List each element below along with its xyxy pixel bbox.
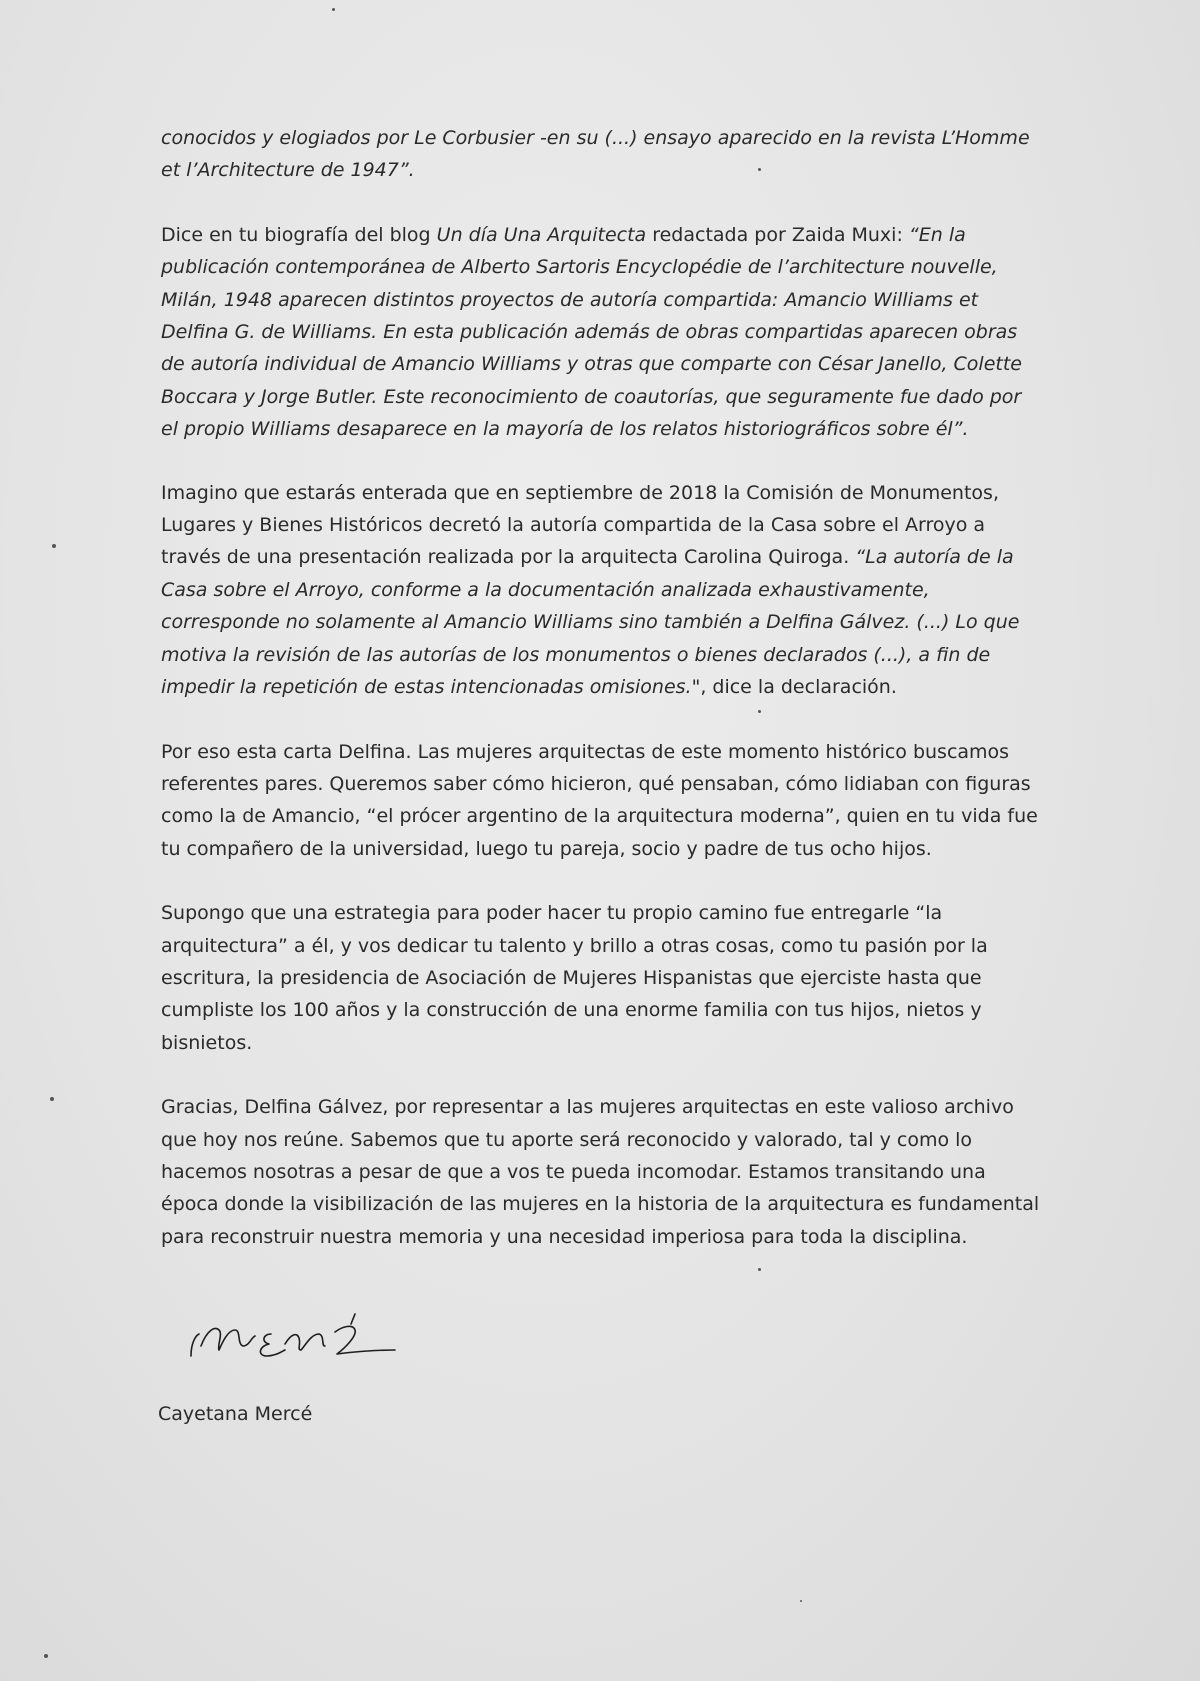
- paragraph-1: [161, 122, 1041, 187]
- handwritten-signature: [185, 1300, 425, 1370]
- paragraph-2-quote: “En la publicación contemporánea de Alberto Sartoris Encyclopédie de l’architecture nouvelle, Milán, 1948 aparecen distintos proyectos de autoría compartida: Amancio Williams et Delfina G. de Williams. En esta publicación además de obras compartidas aparecen obras de autoría individual de Amancio Williams y otras que comparte con César Janello, Colette Boccara y Jorge Butler. Este reconocimiento de coautorías, que seguramente fue dado por el propio Williams desaparece en la mayoría de los relatos historiográficos sobre él”.: [161, 223, 1022, 441]
- paragraph-3-text-1: Imagino que estarás enterada que en septiembre de 2018 la Comisión de Monumentos, Lugares y Bienes Históricos decretó la autoría compartida de la Casa sobre el Arroyo a través de una presentación realizada por la arquitecta Carolina Quiroga.: [161, 481, 999, 569]
- paragraph-2-text-1: Dice en tu biografía del blog: [161, 223, 437, 246]
- paper-speck: [800, 1600, 802, 1602]
- signature-image: [185, 1300, 425, 1370]
- letter-body: [161, 122, 1041, 1253]
- paper-speck: [52, 544, 56, 548]
- paragraph-2-text-2: redactada por Zaida Muxi:: [646, 223, 909, 246]
- paper-speck: [44, 1654, 48, 1658]
- signer-name: Cayetana Mercé: [158, 1403, 313, 1425]
- blog-title: Un día Una Arquitecta: [436, 223, 647, 246]
- paper-speck: [758, 168, 761, 171]
- paragraph-3: [161, 477, 1041, 704]
- paragraph-6: Gracias, Delfina Gálvez, por representar a las mujeres arquitectas en este valioso archivo que hoy nos reúne. Sabemos que tu aporte será reconocido y valorado, tal y como lo hacemos nosotras a pesar de que a vos te pueda incomodar. Estamos transitando una época donde la visibilización de las mujeres en la historia de la arquitectura es fundamental para reconstruir nuestra memoria y una necesidad imperiosa para toda la disciplina.: [161, 1096, 1040, 1248]
- paragraph-1-quote: conocidos y elogiados por Le Corbusier -en su (...) ensayo aparecido en la revista L’Homme et l’Architecture de 1947”.: [161, 127, 1030, 182]
- paper-speck: [50, 1097, 54, 1101]
- paragraph-5: Supongo que una estrategia para poder hacer tu propio camino fue entregarle “la arquitectura” a él, y vos dedicar tu talento y brillo a otras cosas, como tu pasión por la escritura, la presidencia de Asociación de Mujeres Hispanistas que ejerciste hasta que cumpliste los 100 años y la construcción de una enorme familia con tus hijos, nietos y bisnietos.: [161, 902, 988, 1054]
- paper-speck: [758, 1268, 761, 1271]
- paragraph-2: [161, 219, 1041, 446]
- paper-speck: [758, 710, 761, 713]
- paragraph-3-text-2: ", dice la declaración.: [691, 676, 897, 699]
- paragraph-4: Por eso esta carta Delfina. Las mujeres arquitectas de este momento histórico buscamos referentes pares. Queremos saber cómo hicieron, qué pensaban, cómo lidiaban con figuras como la de Amancio, “el prócer argentino de la arquitectura moderna”, quien en tu vida fue tu compañero de la universidad, luego tu pareja, socio y padre de tus ocho hijos.: [161, 740, 1038, 860]
- paragraph-3-quote: “La autoría de la Casa sobre el Arroyo, conforme a la documentación analizada exhaustivamente, corresponde no solamente al Amancio Williams sino también a Delfina Gálvez. (...) Lo que motiva la revisión de las autorías de los monumentos o bienes declarados (...), a fin de impedir la repetición de estas intencionadas omisiones.: [161, 546, 1020, 699]
- paper-speck: [332, 8, 335, 11]
